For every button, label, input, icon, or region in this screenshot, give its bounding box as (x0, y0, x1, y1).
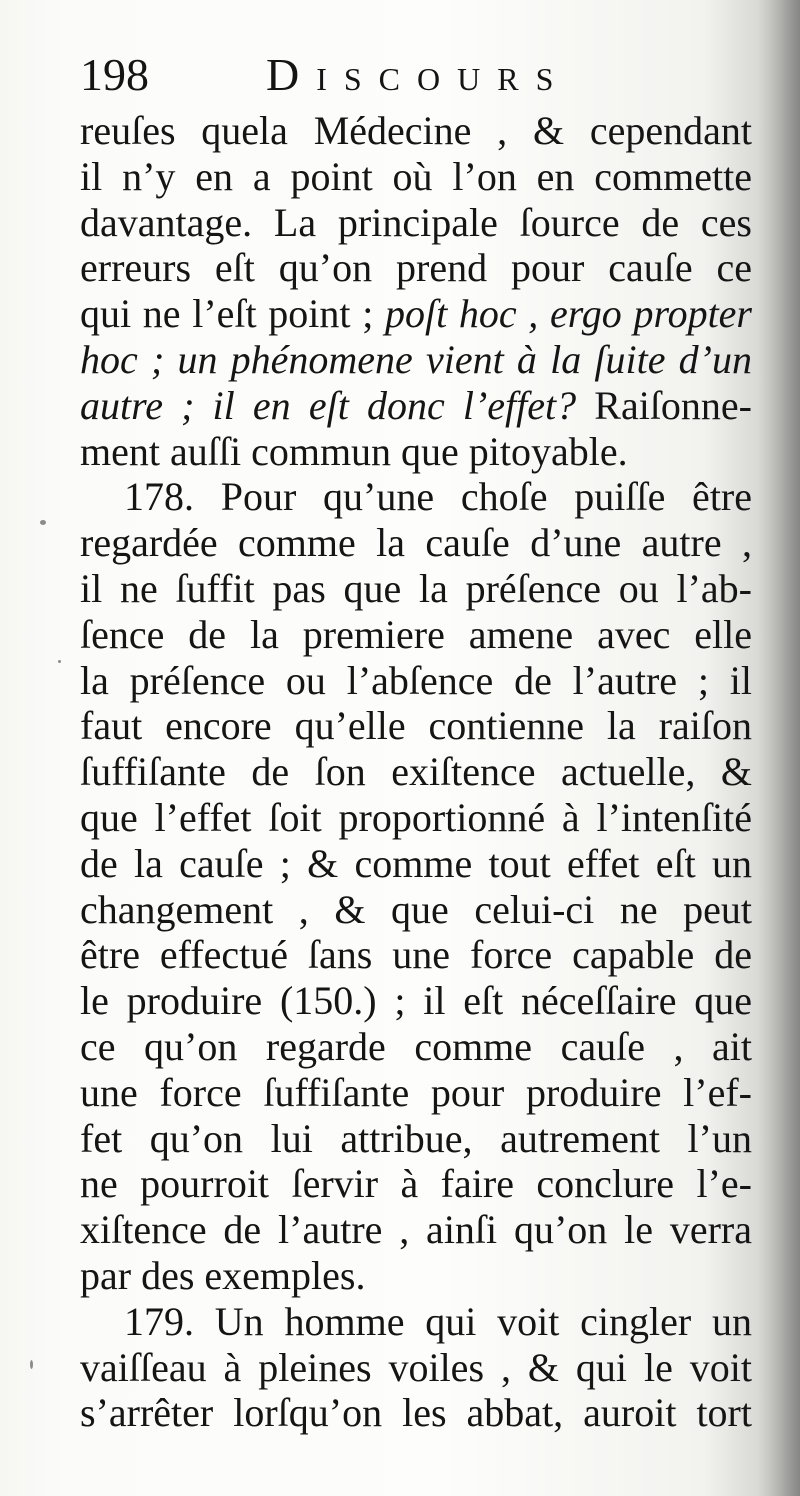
text-line: faut encore qu’elle contienne la raiſon (80, 703, 752, 749)
text-line: de la cauſe ; & comme tout effet eſt un (80, 840, 752, 886)
italic-text: autre ; il en eſt donc l’effet? (80, 382, 577, 428)
text-line: s’arrêter lorſqu’on les abbat, auroit tort (80, 1390, 752, 1436)
text-line: regardée comme la cauſe d’une autre , (80, 520, 752, 566)
paragraph-179-start: 179. Un homme qui voit cingler un (124, 1298, 752, 1344)
text-line: erreurs eſt qu’on prend pour cauſe ce (80, 245, 752, 291)
text-line: ſence de la premiere amene avec elle (80, 611, 752, 657)
text-line: xiſtence de l’autre , ainſi qu’on le verra (80, 1207, 752, 1253)
text-line: être effectué ſans une force capable de (80, 932, 752, 978)
text-line: le produire (150.) ; il eſt néceſſaire que (80, 978, 752, 1024)
text-line: la préſence ou l’abſence de l’autre ; il (80, 657, 752, 703)
paper-speck (40, 520, 46, 525)
text-line: il ne ſuffit pas que la préſence ou l’ab- (80, 565, 752, 611)
page-number: 198 (80, 49, 149, 100)
text-line: ment auſſi commun que pitoyable. (80, 428, 628, 474)
page-gutter-shadow (758, 0, 800, 1496)
latin-phrase: poſt hoc , ergo propter (384, 291, 752, 337)
text-line: vaiſſeau à pleines voiles , & qui le voit (80, 1344, 752, 1390)
text-line: par des exemples. (80, 1252, 366, 1298)
page-header (80, 46, 760, 116)
text-line: fet qu’on lui attribue, autrement l’un (80, 1115, 752, 1161)
paper-speck (30, 1360, 33, 1369)
running-head: Discours (266, 49, 571, 100)
text-line: davantage. La principale ſource de ces (80, 199, 752, 245)
text-line: que l’effet ſoit proportionné à l’intenſité (80, 794, 752, 840)
text-line: ce qu’on regarde comme cauſe , ait (80, 1023, 752, 1069)
text-line: reuſes quela Médecine , & cependant (80, 108, 752, 153)
text-line: il n’y en a point où l’on en commette (80, 153, 752, 199)
text-line: une force ſuffiſante pour produire l’ef- (80, 1069, 752, 1115)
text-line (80, 337, 752, 383)
text-line: autre ; il en eſt donc l’effet? Raiſonne- (80, 382, 753, 428)
paragraph-178-start: 178. Pour qu’une choſe puiſſe être (124, 474, 752, 520)
paper-speck (58, 660, 61, 663)
text-line: qui ne l’eſt point ; poſt hoc , ergo propter (80, 291, 752, 337)
text-line: changement , & que celui-ci ne peut (80, 886, 752, 932)
italic-text: hoc ; un phénomene vient à la ſuite d’un (80, 336, 752, 382)
text-line: ne pourroit ſervir à faire conclure l’e- (80, 1161, 752, 1207)
text-line: ſuffiſante de ſon exiſtence actuelle, & (80, 749, 752, 795)
body-text (80, 108, 752, 1436)
